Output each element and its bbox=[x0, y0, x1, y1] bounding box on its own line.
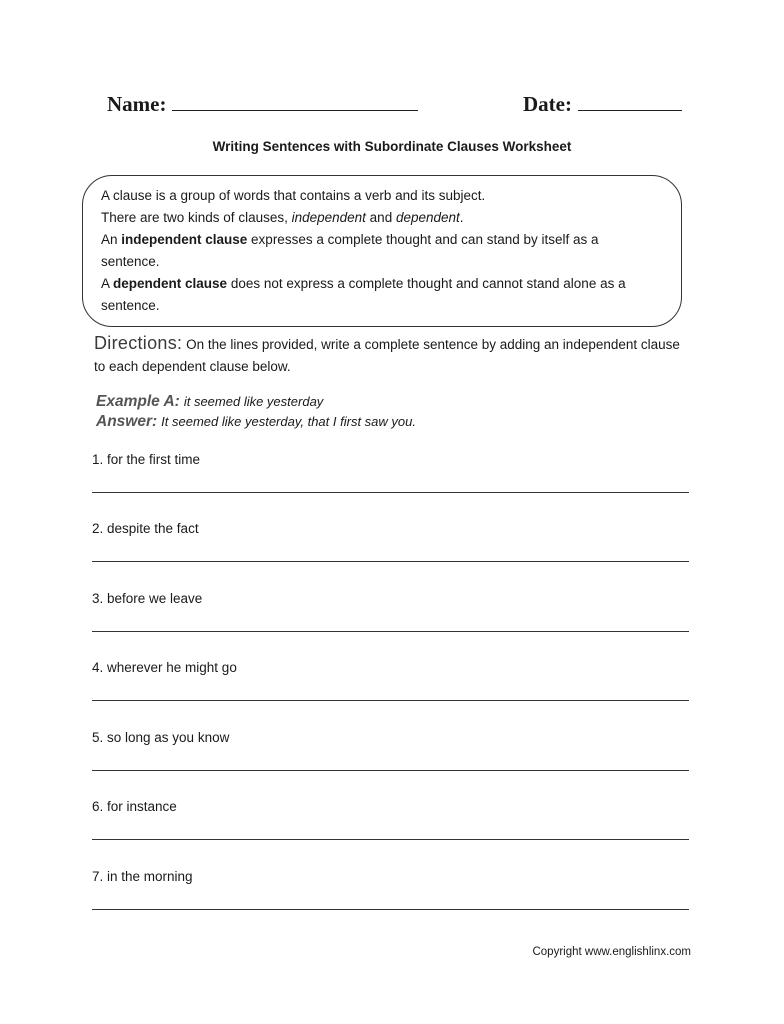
question-item bbox=[92, 451, 689, 469]
question-item bbox=[92, 729, 689, 747]
answer-line[interactable] bbox=[92, 561, 689, 562]
answer-line[interactable] bbox=[92, 839, 689, 840]
answer-line[interactable] bbox=[92, 631, 689, 632]
term-independent-clause: independent clause bbox=[121, 232, 248, 247]
info-line-1-text: A clause is a group of words that contains a verb and its subject. bbox=[101, 188, 486, 203]
question-prompt: 7. in the morning bbox=[92, 869, 193, 884]
question-item bbox=[92, 590, 689, 608]
question-prompt: 2. despite the fact bbox=[92, 521, 199, 536]
example-answer bbox=[96, 412, 416, 432]
date-blank-line[interactable] bbox=[578, 90, 682, 111]
answer-line[interactable] bbox=[92, 770, 689, 771]
worksheet-title: Writing Sentences with Subordinate Clauses Worksheet bbox=[212, 139, 572, 154]
term-dependent: dependent bbox=[395, 210, 460, 225]
term-dependent-clause: dependent clause bbox=[113, 276, 228, 291]
question-item bbox=[92, 798, 689, 816]
question-item bbox=[92, 659, 689, 677]
answer-line[interactable] bbox=[92, 700, 689, 701]
info-line-1 bbox=[101, 185, 653, 207]
info-line-4-post: does not express a complete thought and cannot stand alone as a sentence. bbox=[101, 276, 626, 313]
example-a-label: Example A: bbox=[96, 393, 180, 410]
term-independent: independent bbox=[291, 210, 366, 225]
info-line-4 bbox=[101, 273, 653, 317]
question-prompt: 4. wherever he might go bbox=[92, 660, 237, 675]
date-label: Date: bbox=[523, 92, 572, 116]
info-line-3-post: expresses a complete thought and can stand by itself as a sentence. bbox=[101, 232, 599, 269]
answer-line[interactable] bbox=[92, 909, 689, 910]
info-line-2-pre: There are two kinds of clauses, bbox=[101, 210, 292, 225]
question-item bbox=[92, 868, 689, 886]
info-line-4-pre: A bbox=[101, 276, 114, 291]
clause-info-box bbox=[82, 175, 682, 327]
question-prompt: 5. so long as you know bbox=[92, 730, 230, 745]
name-field bbox=[107, 90, 418, 117]
info-line-2-mid: and bbox=[365, 210, 396, 225]
info-line-2 bbox=[101, 207, 653, 229]
date-field bbox=[523, 90, 682, 117]
example-a-text: it seemed like yesterday bbox=[183, 394, 324, 409]
question-prompt: 6. for instance bbox=[92, 799, 177, 814]
question-prompt: 1. for the first time bbox=[92, 452, 201, 467]
info-line-3 bbox=[101, 229, 653, 273]
example-a bbox=[96, 392, 323, 412]
name-blank-line[interactable] bbox=[172, 90, 418, 111]
question-prompt: 3. before we leave bbox=[92, 591, 203, 606]
example-answer-text: It seemed like yesterday, that I first saw you. bbox=[161, 414, 416, 429]
directions-label: Directions: bbox=[94, 333, 183, 353]
name-label: Name: bbox=[107, 92, 167, 116]
info-line-2-post: . bbox=[459, 210, 464, 225]
directions bbox=[94, 332, 694, 378]
directions-text: On the lines provided, write a complete sentence by adding an independent clause to each dependent clause below. bbox=[94, 337, 680, 374]
info-line-3-pre: An bbox=[101, 232, 122, 247]
copyright-notice: Copyright www.englishlinx.com bbox=[532, 946, 691, 958]
answer-line[interactable] bbox=[92, 492, 689, 493]
example-answer-label: Answer: bbox=[96, 413, 158, 430]
question-item bbox=[92, 520, 689, 538]
